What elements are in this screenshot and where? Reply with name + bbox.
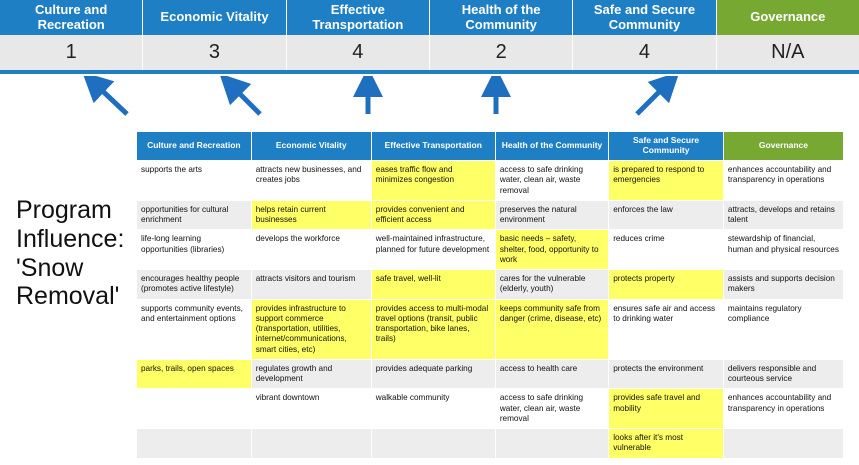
matrix-cell: provides convenient and efficient access xyxy=(371,200,495,230)
matrix-header-row xyxy=(137,132,844,161)
matrix-cell: keeps community safe from danger (crime, disease, etc) xyxy=(495,299,608,359)
outcome-header-cell: Culture and Recreation xyxy=(0,0,143,35)
matrix-cell: is prepared to respond to emergencies xyxy=(609,161,724,201)
table-row xyxy=(137,230,844,270)
outcome-score-cell: 3 xyxy=(143,35,286,70)
outcome-score-cell: 4 xyxy=(573,35,716,70)
arrow-culture-recreation xyxy=(93,82,127,114)
matrix-cell: enhances accountability and transparency in operations xyxy=(723,389,843,429)
outcome-score-cell: 2 xyxy=(430,35,573,70)
matrix-cell: protects the environment xyxy=(609,359,724,389)
table-row xyxy=(137,200,844,230)
matrix-cell: reduces crime xyxy=(609,230,724,270)
matrix-cell: provides access to multi-modal travel options (transit, public transportation, bike lanes, trails) xyxy=(371,299,495,359)
matrix-cell xyxy=(251,429,371,459)
arrow-economic-vitality xyxy=(230,84,260,114)
matrix-cell: attracts visitors and tourism xyxy=(251,270,371,300)
matrix-cell: enforces the law xyxy=(609,200,724,230)
matrix-cell: provides adequate parking xyxy=(371,359,495,389)
matrix-cell: stewardship of financial, human and physical resources xyxy=(723,230,843,270)
matrix-cell: assists and supports decision makers xyxy=(723,270,843,300)
table-row xyxy=(137,429,844,459)
matrix-cell: access to safe drinking water, clean air, waste removal xyxy=(495,161,608,201)
matrix-cell: regulates growth and development xyxy=(251,359,371,389)
matrix-body xyxy=(137,161,844,459)
matrix-cell: looks after it's most vulnerable xyxy=(609,429,724,459)
matrix-cell: maintains regulatory compliance xyxy=(723,299,843,359)
outcome-header-cell: Governance xyxy=(717,0,859,35)
arrow-safe-secure-community xyxy=(637,82,669,114)
matrix-cell xyxy=(137,389,252,429)
matrix-cell: access to health care xyxy=(495,359,608,389)
matrix-cell: safe travel, well-lit xyxy=(371,270,495,300)
matrix-column-header: Culture and Recreation xyxy=(137,132,252,161)
strategic-outcomes-banner xyxy=(0,0,859,74)
matrix-cell: enhances accountability and transparency in operations xyxy=(723,161,843,201)
influence-arrows xyxy=(0,76,859,132)
outcome-score-cell: 4 xyxy=(287,35,430,70)
matrix-cell: ensures safe air and access to drinking water xyxy=(609,299,724,359)
banner-underline xyxy=(0,70,859,74)
matrix-cell: develops the workforce xyxy=(251,230,371,270)
caption-line-1: Program xyxy=(16,196,112,224)
matrix-cell: basic needs – safety, shelter, food, opportunity to work xyxy=(495,230,608,270)
matrix-cell xyxy=(371,429,495,459)
matrix-cell: supports the arts xyxy=(137,161,252,201)
matrix-cell: opportunities for cultural enrichment xyxy=(137,200,252,230)
matrix-cell: well-maintained infrastructure, planned for future development xyxy=(371,230,495,270)
matrix-cell: attracts new businesses, and creates jobs xyxy=(251,161,371,201)
matrix-cell: provides infrastructure to support commerce (transportation, utilities, internet/communications, smart cities, etc) xyxy=(251,299,371,359)
matrix-column-header: Economic Vitality xyxy=(251,132,371,161)
table-row xyxy=(137,299,844,359)
matrix-cell xyxy=(137,429,252,459)
matrix-cell: walkable community xyxy=(371,389,495,429)
outcome-header-cell: Health of the Community xyxy=(430,0,573,35)
outcome-attributes-matrix xyxy=(136,131,844,459)
matrix-cell: supports community events, and entertainment options xyxy=(137,299,252,359)
matrix-cell: delivers responsible and courteous service xyxy=(723,359,843,389)
program-influence-caption xyxy=(16,196,136,311)
matrix-cell: life-long learning opportunities (libraries) xyxy=(137,230,252,270)
matrix-cell: vibrant downtown xyxy=(251,389,371,429)
matrix-cell: helps retain current businesses xyxy=(251,200,371,230)
matrix-column-header: Effective Transportation xyxy=(371,132,495,161)
matrix-column-header: Health of the Community xyxy=(495,132,608,161)
caption-line-3: 'Snow xyxy=(16,253,84,282)
matrix-cell: encourages healthy people (promotes active lifestyle) xyxy=(137,270,252,300)
caption-line-2: Influence: xyxy=(16,224,125,253)
table-row xyxy=(137,161,844,201)
matrix-cell xyxy=(495,429,608,459)
matrix-column-header: Governance xyxy=(723,132,843,161)
matrix-cell: access to safe drinking water, clean air, waste removal xyxy=(495,389,608,429)
outcome-header-cell: Safe and Secure Community xyxy=(573,0,716,35)
outcome-header-cell: Effective Transportation xyxy=(287,0,430,35)
outcome-score-cell: N/A xyxy=(771,41,805,63)
matrix-cell xyxy=(723,429,843,459)
matrix-cell: attracts, develops and retains talent xyxy=(723,200,843,230)
matrix-cell: protects property xyxy=(609,270,724,300)
caption-line-4: Removal' xyxy=(16,282,120,311)
table-row xyxy=(137,270,844,300)
matrix-cell: eases traffic flow and minimizes congestion xyxy=(371,161,495,201)
outcome-score-cell: 1 xyxy=(0,35,143,70)
table-row xyxy=(137,389,844,429)
table-row xyxy=(137,359,844,389)
matrix-cell: preserves the natural environment xyxy=(495,200,608,230)
matrix-header xyxy=(137,132,844,161)
matrix-cell: parks, trails, open spaces xyxy=(137,359,252,389)
outcome-score-row xyxy=(0,35,859,70)
matrix-column-header: Safe and Secure Community xyxy=(609,132,724,161)
matrix-cell: cares for the vulnerable (elderly, youth) xyxy=(495,270,608,300)
matrix-cell: provides safe travel and mobility xyxy=(609,389,724,429)
outcome-header-cell: Economic Vitality xyxy=(143,0,286,35)
outcome-header-row xyxy=(0,0,859,35)
